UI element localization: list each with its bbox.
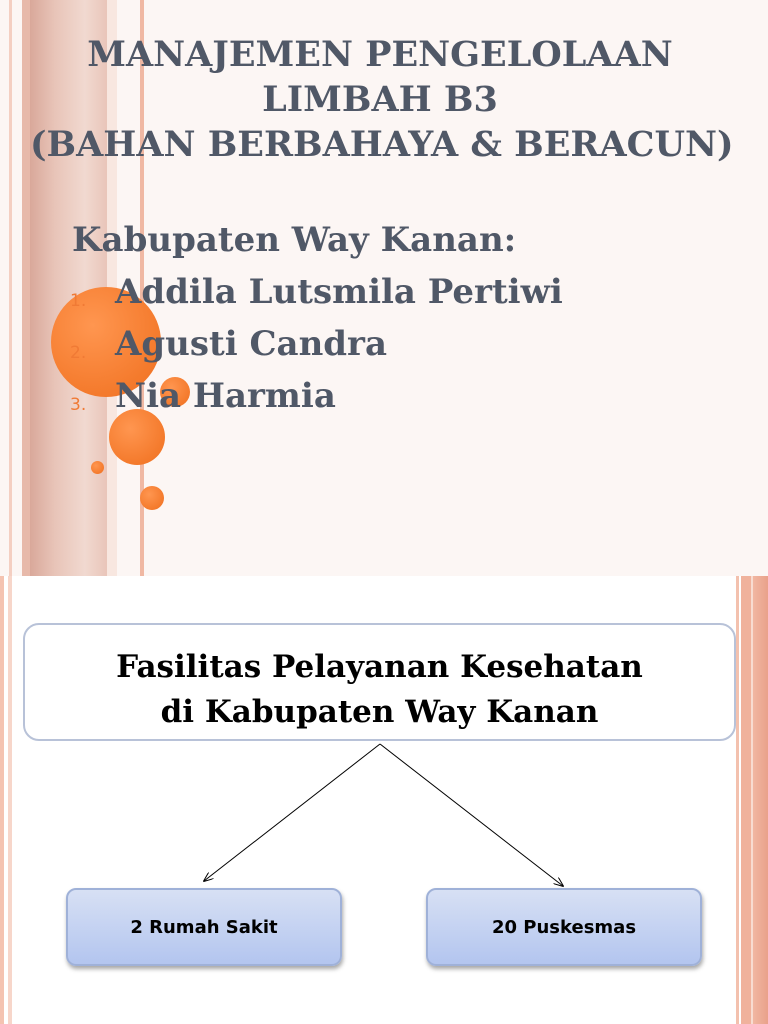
list-item: [70, 270, 563, 322]
heading-line: Fasilitas Pelayanan Kesehatan: [116, 649, 643, 685]
member-name: Agusti Candra: [115, 324, 387, 364]
slide-facilities: [0, 576, 768, 1024]
title-line: LIMBAH B3: [262, 79, 498, 120]
list-item: [70, 322, 518, 374]
arrow-right: [380, 744, 563, 886]
member-name: Addila Lutsmila Pertiwi: [115, 272, 563, 312]
title-line: (BAHAN BERBAHAYA & BERACUN): [30, 124, 734, 165]
list-item: [70, 374, 518, 426]
member-list: [70, 270, 563, 426]
list-number: 2.: [70, 343, 87, 363]
heading-line: di Kabupaten Way Kanan: [160, 694, 599, 730]
arrow-left: [204, 744, 380, 881]
member-name: Nia Harmia: [115, 376, 336, 416]
region-subtitle: Kabupaten Way Kanan:: [72, 220, 517, 260]
list-number: 1.: [70, 291, 87, 311]
title-line: MANAJEMEN PENGELOLAAN: [87, 34, 673, 75]
hospital-count-box: 2 Rumah Sakit: [66, 888, 342, 966]
decorative-circle: [140, 486, 164, 510]
decorative-stripe: [22, 0, 30, 576]
presentation-title: [30, 32, 734, 167]
list-number: 3.: [70, 395, 87, 415]
decorative-circle: [91, 461, 104, 474]
decorative-stripe: [9, 0, 12, 576]
puskesmas-count-box: 20 Puskesmas: [426, 888, 702, 966]
